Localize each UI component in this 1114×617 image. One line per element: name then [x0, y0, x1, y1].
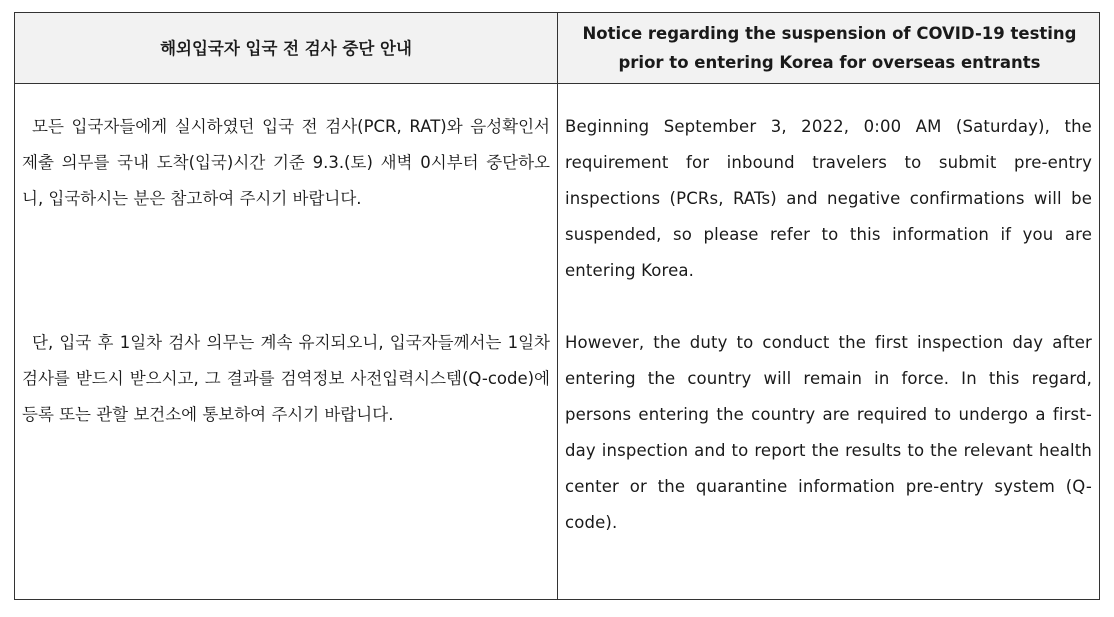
- column-divider: [557, 13, 558, 599]
- notice-table: [14, 12, 1100, 600]
- korean-paragraph-1: 모든 입국자들에게 실시하였던 입국 전 검사(PCR, RAT)와 음성확인서 제출 의무를 국내 도착(입국)시간 기준 9.3.(토) 새벽 0시부터 중단하오니, 입국하시는 분은 참고하여 주시기 바랍니다.: [22, 117, 550, 208]
- english-title: Notice regarding the suspension of COVID-19 testing prior to entering Korea for overseas entrants: [582, 24, 1077, 72]
- korean-title: 해외입국자 입국 전 검사 중단 안내: [160, 38, 412, 58]
- english-paragraph-1: Beginning September 3, 2022, 0:00 AM (Saturday), the requirement for inbound travelers to submit pre-entry inspections (PCRs, RATs) and negative confirmations will be suspended, so please refer to this information if you are entering Korea.: [565, 117, 1092, 280]
- english-paragraph-2: However, the duty to conduct the first inspection day after entering the country will remain in force. In this regard, persons entering the country are required to undergo a first-day inspection and to report the results to the relevant health center or the quarantine information pre-entry system (Q-code).: [565, 333, 1092, 532]
- korean-paragraph-2: 단, 입국 후 1일차 검사 의무는 계속 유지되오니, 입국자들께서는 1일차 검사를 받드시 받으시고, 그 결과를 검역정보 사전입력시스템(Q-code)에 등록 또는 관할 보건소에 통보하여 주시기 바랍니다.: [22, 333, 550, 424]
